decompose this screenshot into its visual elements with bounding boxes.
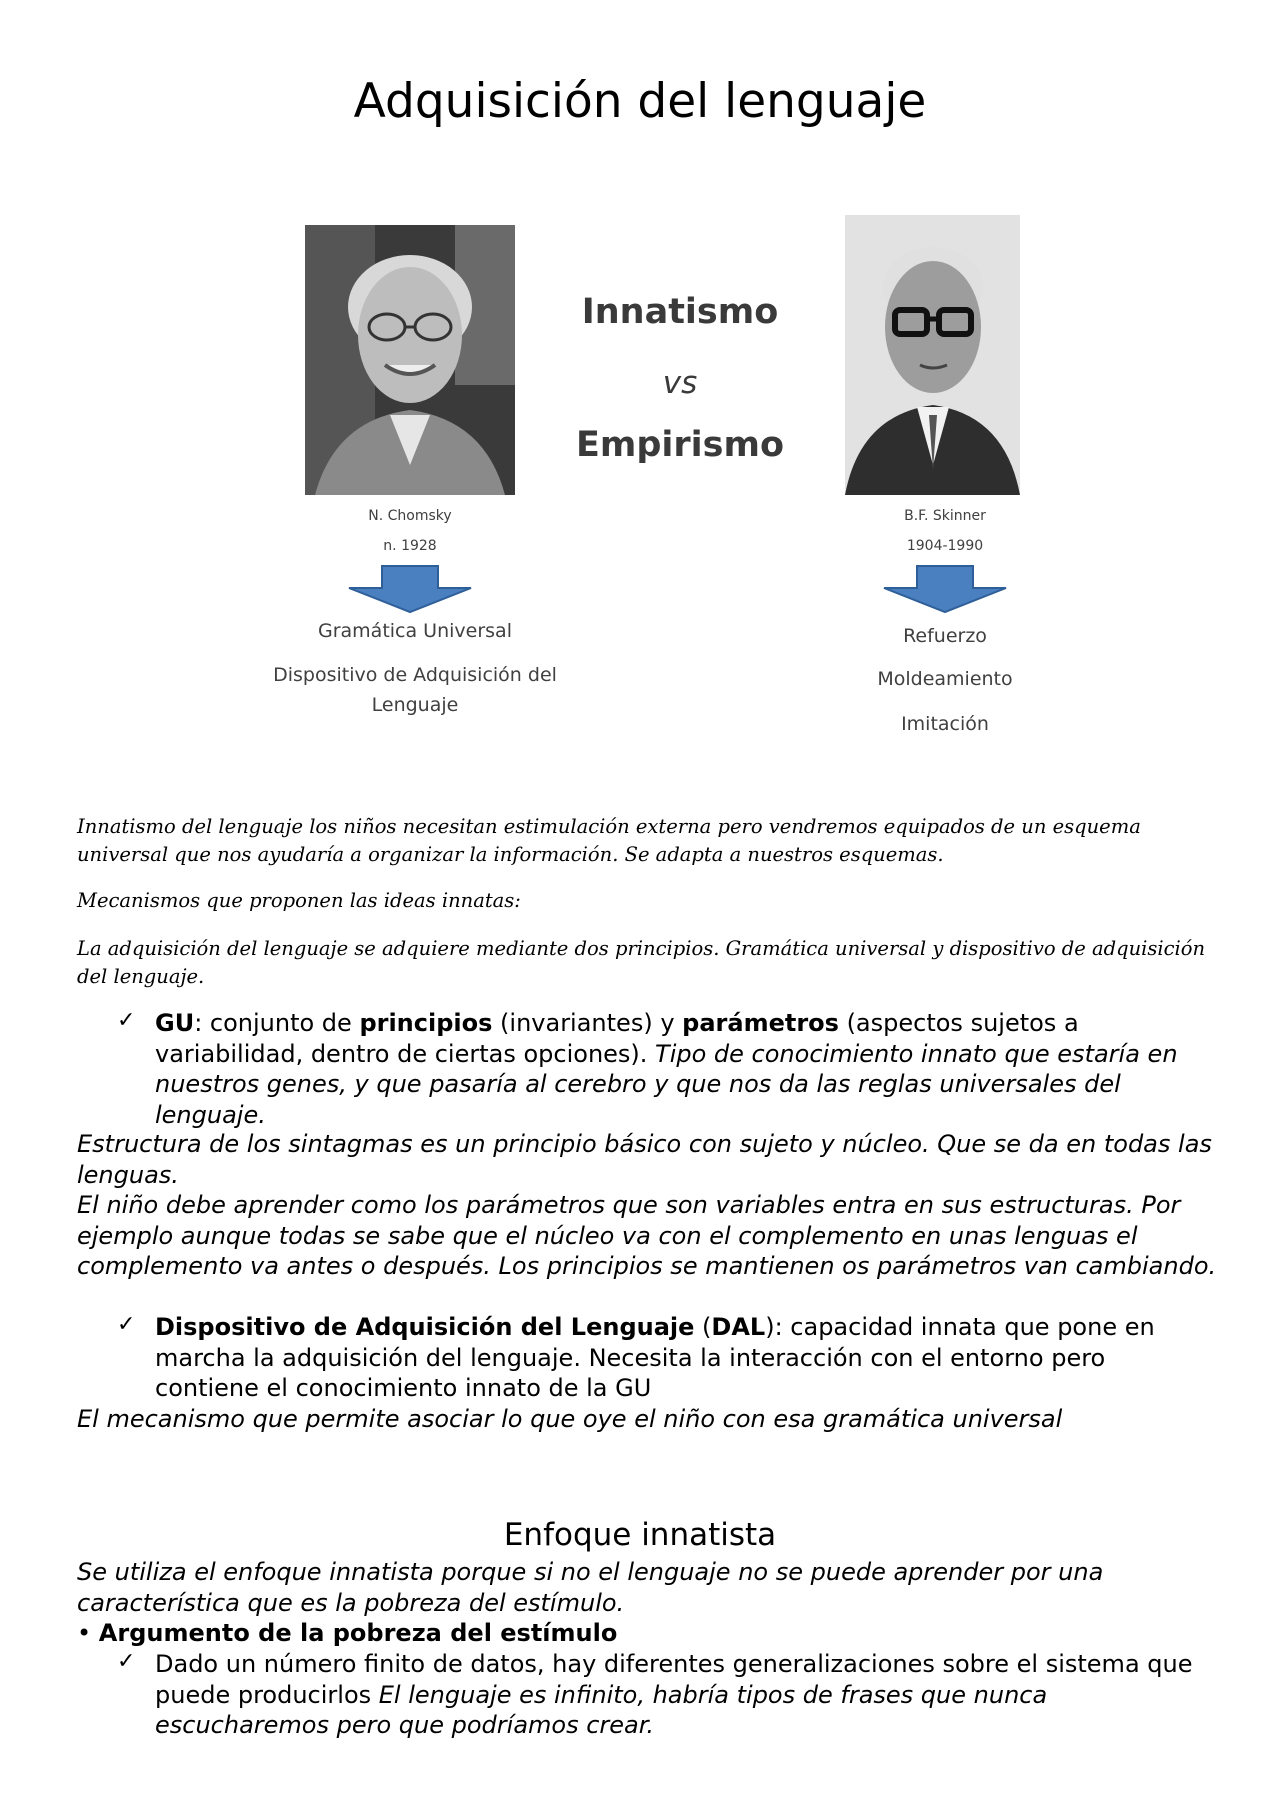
dal-list-item: Dispositivo de Adquisición del Lenguaje (DAL): capacidad innata que pone en marcha la adquisición del lenguaje. Necesita la interacción con el entorno pero contiene el conocimiento innato de la GU [155,1313,1155,1402]
section-heading-enfoque-innatista: Enfoque innatista [503,1517,777,1553]
intro-paragraph-2: Mecanismos que proponen las ideas innatas: [77,889,521,912]
checkmark-icon: ✓ [117,1649,136,1674]
gu-list-item: GU: conjunto de principios (invariantes) y parámetros (aspectos sujetos a variabilidad, dentro de ciertas opciones). Tipo de conocimiento innato que estaría en nuestros genes, y que pasaría al cerebro y que nos da las reglas universales del lenguaje. [155,1009,1178,1129]
heading-empirismo: Empirismo [575,425,785,465]
gu-note-1: Estructura de los sintagmas es un principio básico con sujeto y núcleo. Que se da en todas las lenguas. [77,1130,1212,1189]
page-title: Adquisición del lenguaje [353,74,927,129]
intro-paragraph-3: La adquisición del lenguaje se adquiere mediante dos principios. Gramática universal y dispositivo de adquisición del lenguaje. [77,937,1206,988]
chomsky-lenguaje: Lenguaje [371,694,459,716]
skinner-imitacion: Imitación [901,713,989,735]
left-arrow [345,564,475,614]
principios-term: principios [359,1009,493,1037]
chomsky-gramatica-universal: Gramática Universal [318,620,512,642]
chomsky-dates: n. 1928 [383,538,437,554]
dal-note: El mecanismo que permite asociar lo que oye el niño con esa gramática universal [77,1405,1063,1433]
chomsky-name: N. Chomsky [368,508,452,524]
skinner-photo [845,215,1020,495]
bullet-pobreza-estimulo: • Argumento de la pobreza del estímulo [77,1619,618,1647]
checkmark-icon: ✓ [117,1312,136,1337]
chomsky-photo [305,225,515,495]
checkmark-icon: ✓ [117,1008,136,1033]
skinner-dates: 1904-1990 [906,538,984,554]
section2-intro: Se utiliza el enfoque innatista porque si no el lenguaje no se puede aprender por una característica que es la pobreza del estímulo. [77,1558,1104,1617]
right-arrow [880,564,1010,614]
skinner-refuerzo: Refuerzo [903,625,987,647]
pobreza-list-item: Dado un número finito de datos, hay diferentes generalizaciones sobre el sistema que puede producirlos El lenguaje es infinito, habría tipos de frases que nunca escucharemos pero que podríamos crear. [155,1650,1193,1739]
gu-term: GU [155,1009,195,1037]
dal-full-term: Dispositivo de Adquisición del Lenguaje [155,1313,695,1341]
intro-paragraph-1: Innatismo del lenguaje los niños necesitan estimulación externa pero vendremos equipados de un esquema universal que nos ayudaría a organizar la información. Se adapta a nuestros esquemas. [77,815,1141,866]
parametros-term: parámetros [682,1009,839,1037]
gu-note-2: El niño debe aprender como los parámetros que son variables entra en sus estructuras. Por ejemplo aunque todas se sabe que el núcleo va con el complemento en unas lenguas el complemento va antes o después. Los principios se mantienen os parámetros van cambiando. [77,1191,1217,1280]
skinner-moldeamiento: Moldeamiento [877,668,1013,690]
dal-abbr: DAL [711,1313,766,1341]
skinner-name: B.F. Skinner [904,508,986,524]
bullet-icon: • [77,1619,92,1647]
heading-innatismo: Innatismo [581,292,779,332]
chomsky-dispositivo: Dispositivo de Adquisición del [273,664,557,686]
heading-vs: vs [662,365,698,401]
